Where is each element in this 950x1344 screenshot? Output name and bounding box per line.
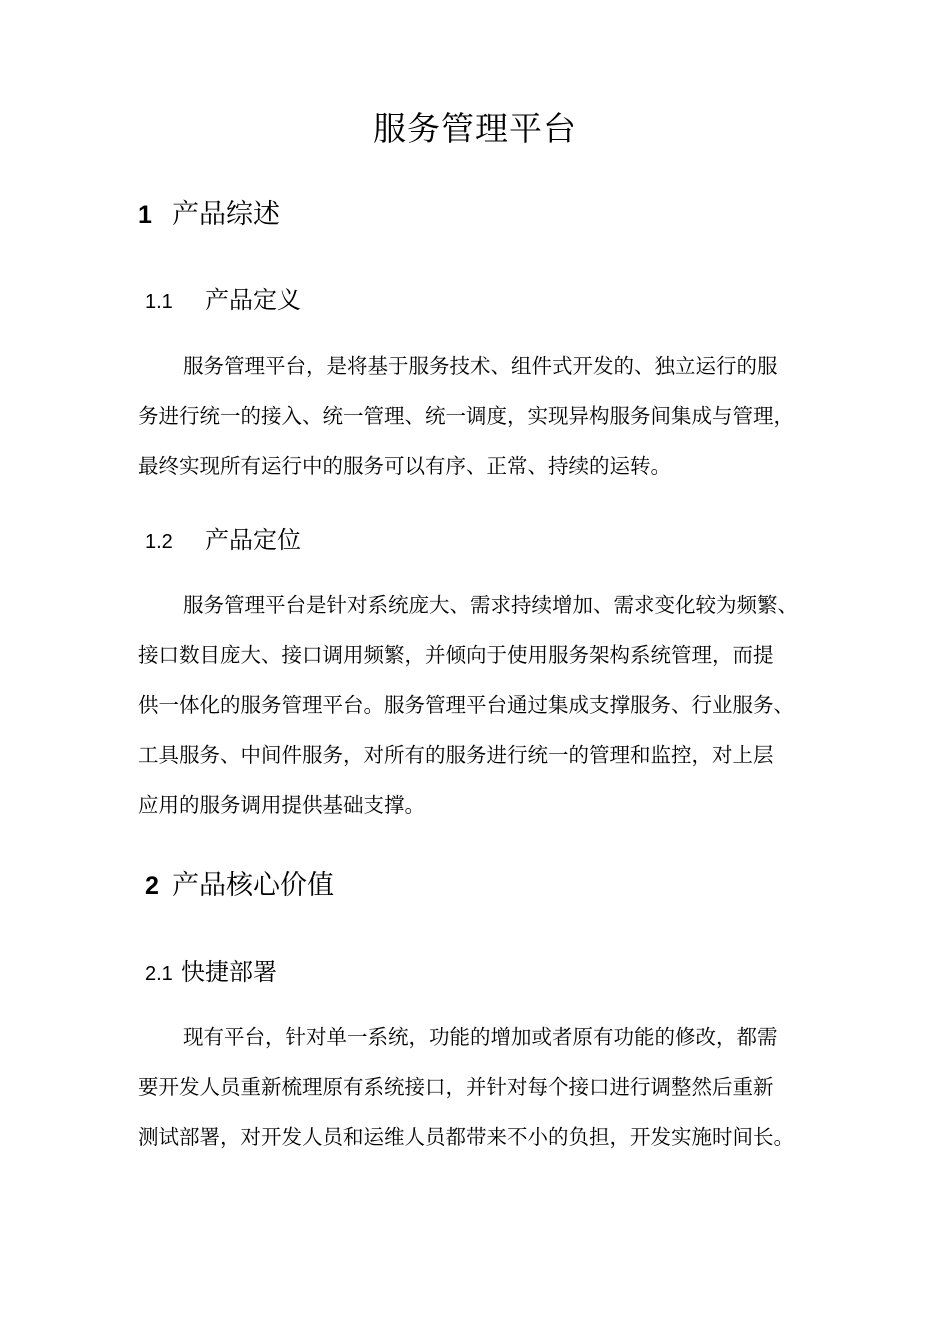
paragraph-line: 最终实现所有运行中的服务可以有序、正常、持续的运转。 (138, 454, 671, 478)
subsection-heading-1-2 (145, 522, 301, 560)
paragraph-line: 接口数目庞大、接口调用频繁，并倾向于使用服务架构系统管理，而提 (138, 643, 774, 667)
section-heading-2 (145, 866, 334, 906)
subsection-title: 快捷部署 (181, 958, 277, 986)
subsection-heading-2-1 (145, 954, 277, 992)
section-heading-1 (138, 195, 280, 235)
paragraph-line: 要开发人员重新梳理原有系统接口，并针对每个接口进行调整然后重新 (138, 1075, 774, 1099)
subsection-number: 1.1 (145, 291, 173, 313)
paragraph-product-positioning (138, 580, 814, 830)
paragraph-line: 工具服务、中间件服务，对所有的服务进行统一的管理和监控，对上层 (138, 743, 774, 767)
paragraph-quick-deployment (138, 1012, 814, 1162)
paragraph-line: 应用的服务调用提供基础支撑。 (138, 793, 425, 817)
paragraph-line: 供一体化的服务管理平台。服务管理平台通过集成支撑服务、行业服务、 (138, 693, 794, 717)
paragraph-product-definition (138, 341, 814, 491)
subsection-number: 1.2 (145, 531, 173, 553)
paragraph-line: 服务管理平台，是将基于服务技术、组件式开发的、独立运行的服 (183, 354, 778, 378)
paragraph-line: 务进行统一的接入、统一管理、统一调度，实现异构服务间集成与管理， (138, 404, 794, 428)
document-title: 服务管理平台 (373, 109, 577, 148)
section-number: 1 (138, 201, 152, 229)
subsection-heading-1-1 (145, 282, 301, 320)
paragraph-line: 现有平台，针对单一系统，功能的增加或者原有功能的修改，都需 (183, 1025, 778, 1049)
section-number: 2 (145, 872, 159, 900)
paragraph-line: 测试部署，对开发人员和运维人员都带来不小的负担，开发实施时间长。 (138, 1125, 794, 1149)
section-title: 产品核心价值 (172, 870, 334, 901)
subsection-title: 产品定位 (205, 526, 301, 554)
paragraph-line: 服务管理平台是针对系统庞大、需求持续增加、需求变化较为频繁、 (183, 593, 798, 617)
section-title: 产品综述 (172, 199, 280, 230)
subsection-title: 产品定义 (205, 286, 301, 314)
subsection-number: 2.1 (145, 963, 173, 985)
